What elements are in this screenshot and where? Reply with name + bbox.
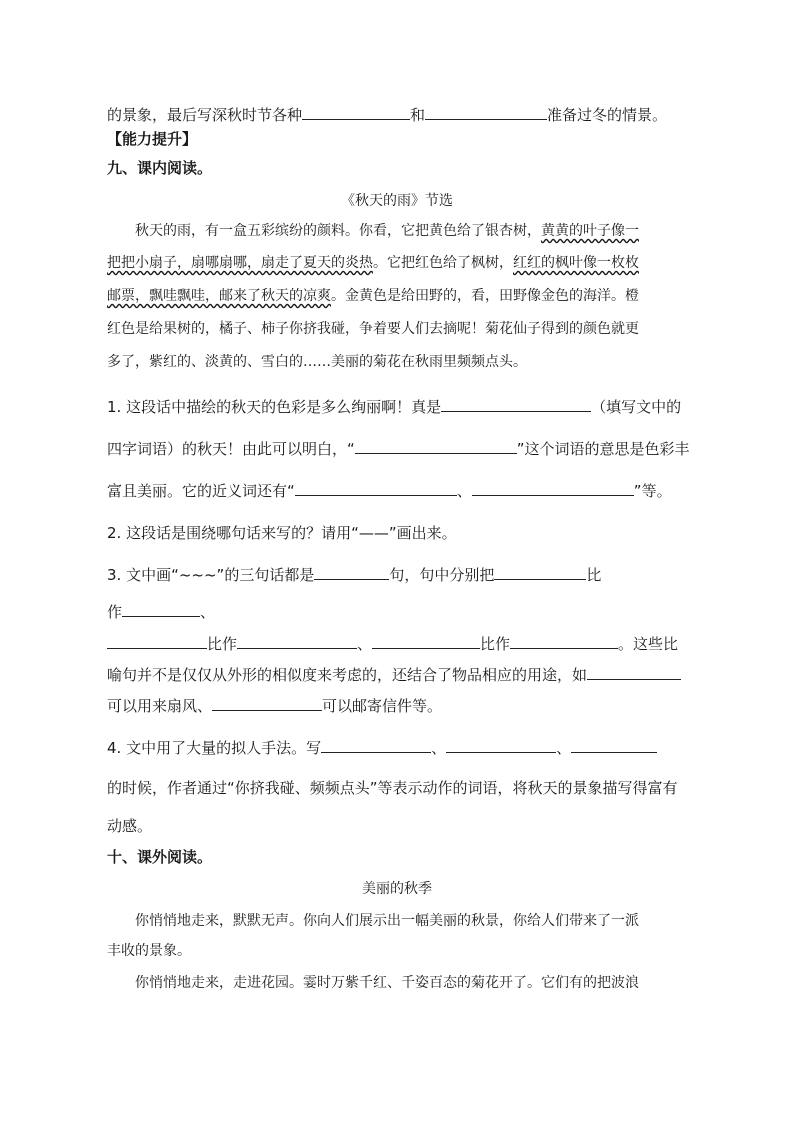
answer-blank[interactable] xyxy=(355,439,517,454)
section-ability-heading: 【能力提升】 xyxy=(107,130,198,148)
intro-line xyxy=(107,104,667,125)
q3-text: 喻句并不是仅仅从外形的相似度来考虑的，还结合了物品相应的用途，如 xyxy=(107,666,588,684)
section10-heading: 十、课外阅读。 xyxy=(107,848,213,866)
answer-blank[interactable] xyxy=(372,634,480,649)
passage2-line: 你悄悄地走来，走进花园。霎时万紫千红、千姿百态的菊花开了。它们有的把波浪 xyxy=(135,975,639,991)
passage1-text: 。金黄色是给田野的，看，田野像金色的海洋。橙 xyxy=(331,288,639,304)
passage1-line xyxy=(135,220,639,240)
answer-blank[interactable] xyxy=(510,634,618,649)
intro-text-b: 和 xyxy=(410,106,426,124)
question-1-line3 xyxy=(107,480,672,501)
question-4-line3: 动感。 xyxy=(107,817,153,835)
q4-text: 、 xyxy=(431,739,447,757)
question-3-line2 xyxy=(107,601,215,622)
answer-blank[interactable] xyxy=(295,481,457,496)
passage2-line: 你悄悄地走来，默默无声。你向人们展示出一幅美丽的秋景，你给人们带来了一派 xyxy=(135,913,639,929)
question-3-line3 xyxy=(107,633,678,654)
wavy-underlined-sentence: 把把小扇子，扇哪扇哪，扇走了夏天的炎热 xyxy=(107,255,373,271)
answer-blank[interactable] xyxy=(446,738,556,753)
passage1-title: 《秋天的雨》节选 xyxy=(341,193,453,209)
answer-blank[interactable] xyxy=(494,565,586,580)
passage2-line: 丰收的景象。 xyxy=(107,943,191,959)
q1-text: 富且美丽。它的近义词还有“ xyxy=(107,482,295,500)
q3-text: 比作 xyxy=(480,635,511,653)
answer-blank[interactable] xyxy=(472,481,634,496)
intro-text-a: 的景象，最后写深秋时节各种 xyxy=(107,106,303,124)
q1-text: 四字词语）的秋天！由此可以明白，“ xyxy=(107,440,355,458)
passage1-line: 红色是给果树的，橘子、柿子你挤我碰，争着要人们去摘呢！菊花仙子得到的颜色就更 xyxy=(107,321,639,337)
q3-text: 可以用来扇风、 xyxy=(107,697,213,715)
answer-blank[interactable] xyxy=(314,565,389,580)
answer-blank[interactable] xyxy=(571,738,657,753)
answer-blank[interactable] xyxy=(237,634,357,649)
intro-text-c: 准备过冬的情景。 xyxy=(547,106,668,124)
q3-text: 、 xyxy=(200,603,216,621)
question-1 xyxy=(107,396,681,417)
answer-blank[interactable] xyxy=(122,602,200,617)
passage1-text: 秋天的雨，有一盒五彩缤纷的颜料。你看，它把黄色给了银杏树， xyxy=(135,223,541,239)
question-2: 2. 这段话是围绕哪句话来写的？请用“——”画出来。 xyxy=(107,524,457,542)
answer-blank[interactable] xyxy=(441,397,591,412)
passage2-title: 美丽的秋季 xyxy=(362,881,432,897)
answer-blank[interactable] xyxy=(587,665,681,680)
question-3-line4 xyxy=(107,664,681,685)
q1-text: 1. 这段话中描绘的秋天的色彩是多么绚丽啊！真是 xyxy=(107,398,442,416)
q1-text: （填写文中的 xyxy=(591,398,682,416)
q3-text: 比作 xyxy=(207,635,238,653)
passage1-line xyxy=(107,252,639,272)
question-3 xyxy=(107,564,601,585)
q3-text: 3. 文中画“~~~”的三句话都是 xyxy=(107,566,315,584)
q1-text: ”这个词语的意思是色彩丰 xyxy=(516,440,690,458)
q3-text: 句，句中分别把 xyxy=(389,566,495,584)
q3-text: 比 xyxy=(586,566,602,584)
passage1-line xyxy=(107,285,639,305)
wavy-underlined-sentence: 红红的枫叶像一枚枚 xyxy=(513,255,639,271)
q4-text: 4. 文中用了大量的拟人手法。写 xyxy=(107,739,322,757)
question-1-line2 xyxy=(107,438,690,459)
passage1-text: 。它把红色给了枫树， xyxy=(373,255,513,271)
q1-text: 、 xyxy=(456,482,472,500)
wavy-underlined-sentence: 黄黄的叶子像一 xyxy=(541,223,639,239)
section9-heading: 九、课内阅读。 xyxy=(107,159,213,177)
q4-text: 、 xyxy=(556,739,572,757)
answer-blank[interactable] xyxy=(107,634,207,649)
q3-text: 、 xyxy=(357,635,373,653)
question-4-line2: 的时候，作者通过“你挤我碰、频频点头”等表示动作的词语，将秋天的景象描写得富有 xyxy=(107,779,678,797)
q3-text: 作 xyxy=(107,603,123,621)
passage1-line: 多了，紫红的、淡黄的、雪白的……美丽的菊花在秋雨里频频点头。 xyxy=(107,354,527,370)
answer-blank[interactable] xyxy=(425,105,547,120)
q3-text: 可以邮寄信件等。 xyxy=(322,697,443,715)
answer-blank[interactable] xyxy=(212,696,322,711)
q3-text: 。这些比 xyxy=(618,635,679,653)
wavy-underlined-sentence: 邮票，飘哇飘哇，邮来了秋天的凉爽 xyxy=(107,288,331,304)
q1-text: ”等。 xyxy=(633,482,672,500)
answer-blank[interactable] xyxy=(321,738,431,753)
question-4 xyxy=(107,737,657,758)
question-3-line5 xyxy=(107,695,442,716)
answer-blank[interactable] xyxy=(302,105,410,120)
